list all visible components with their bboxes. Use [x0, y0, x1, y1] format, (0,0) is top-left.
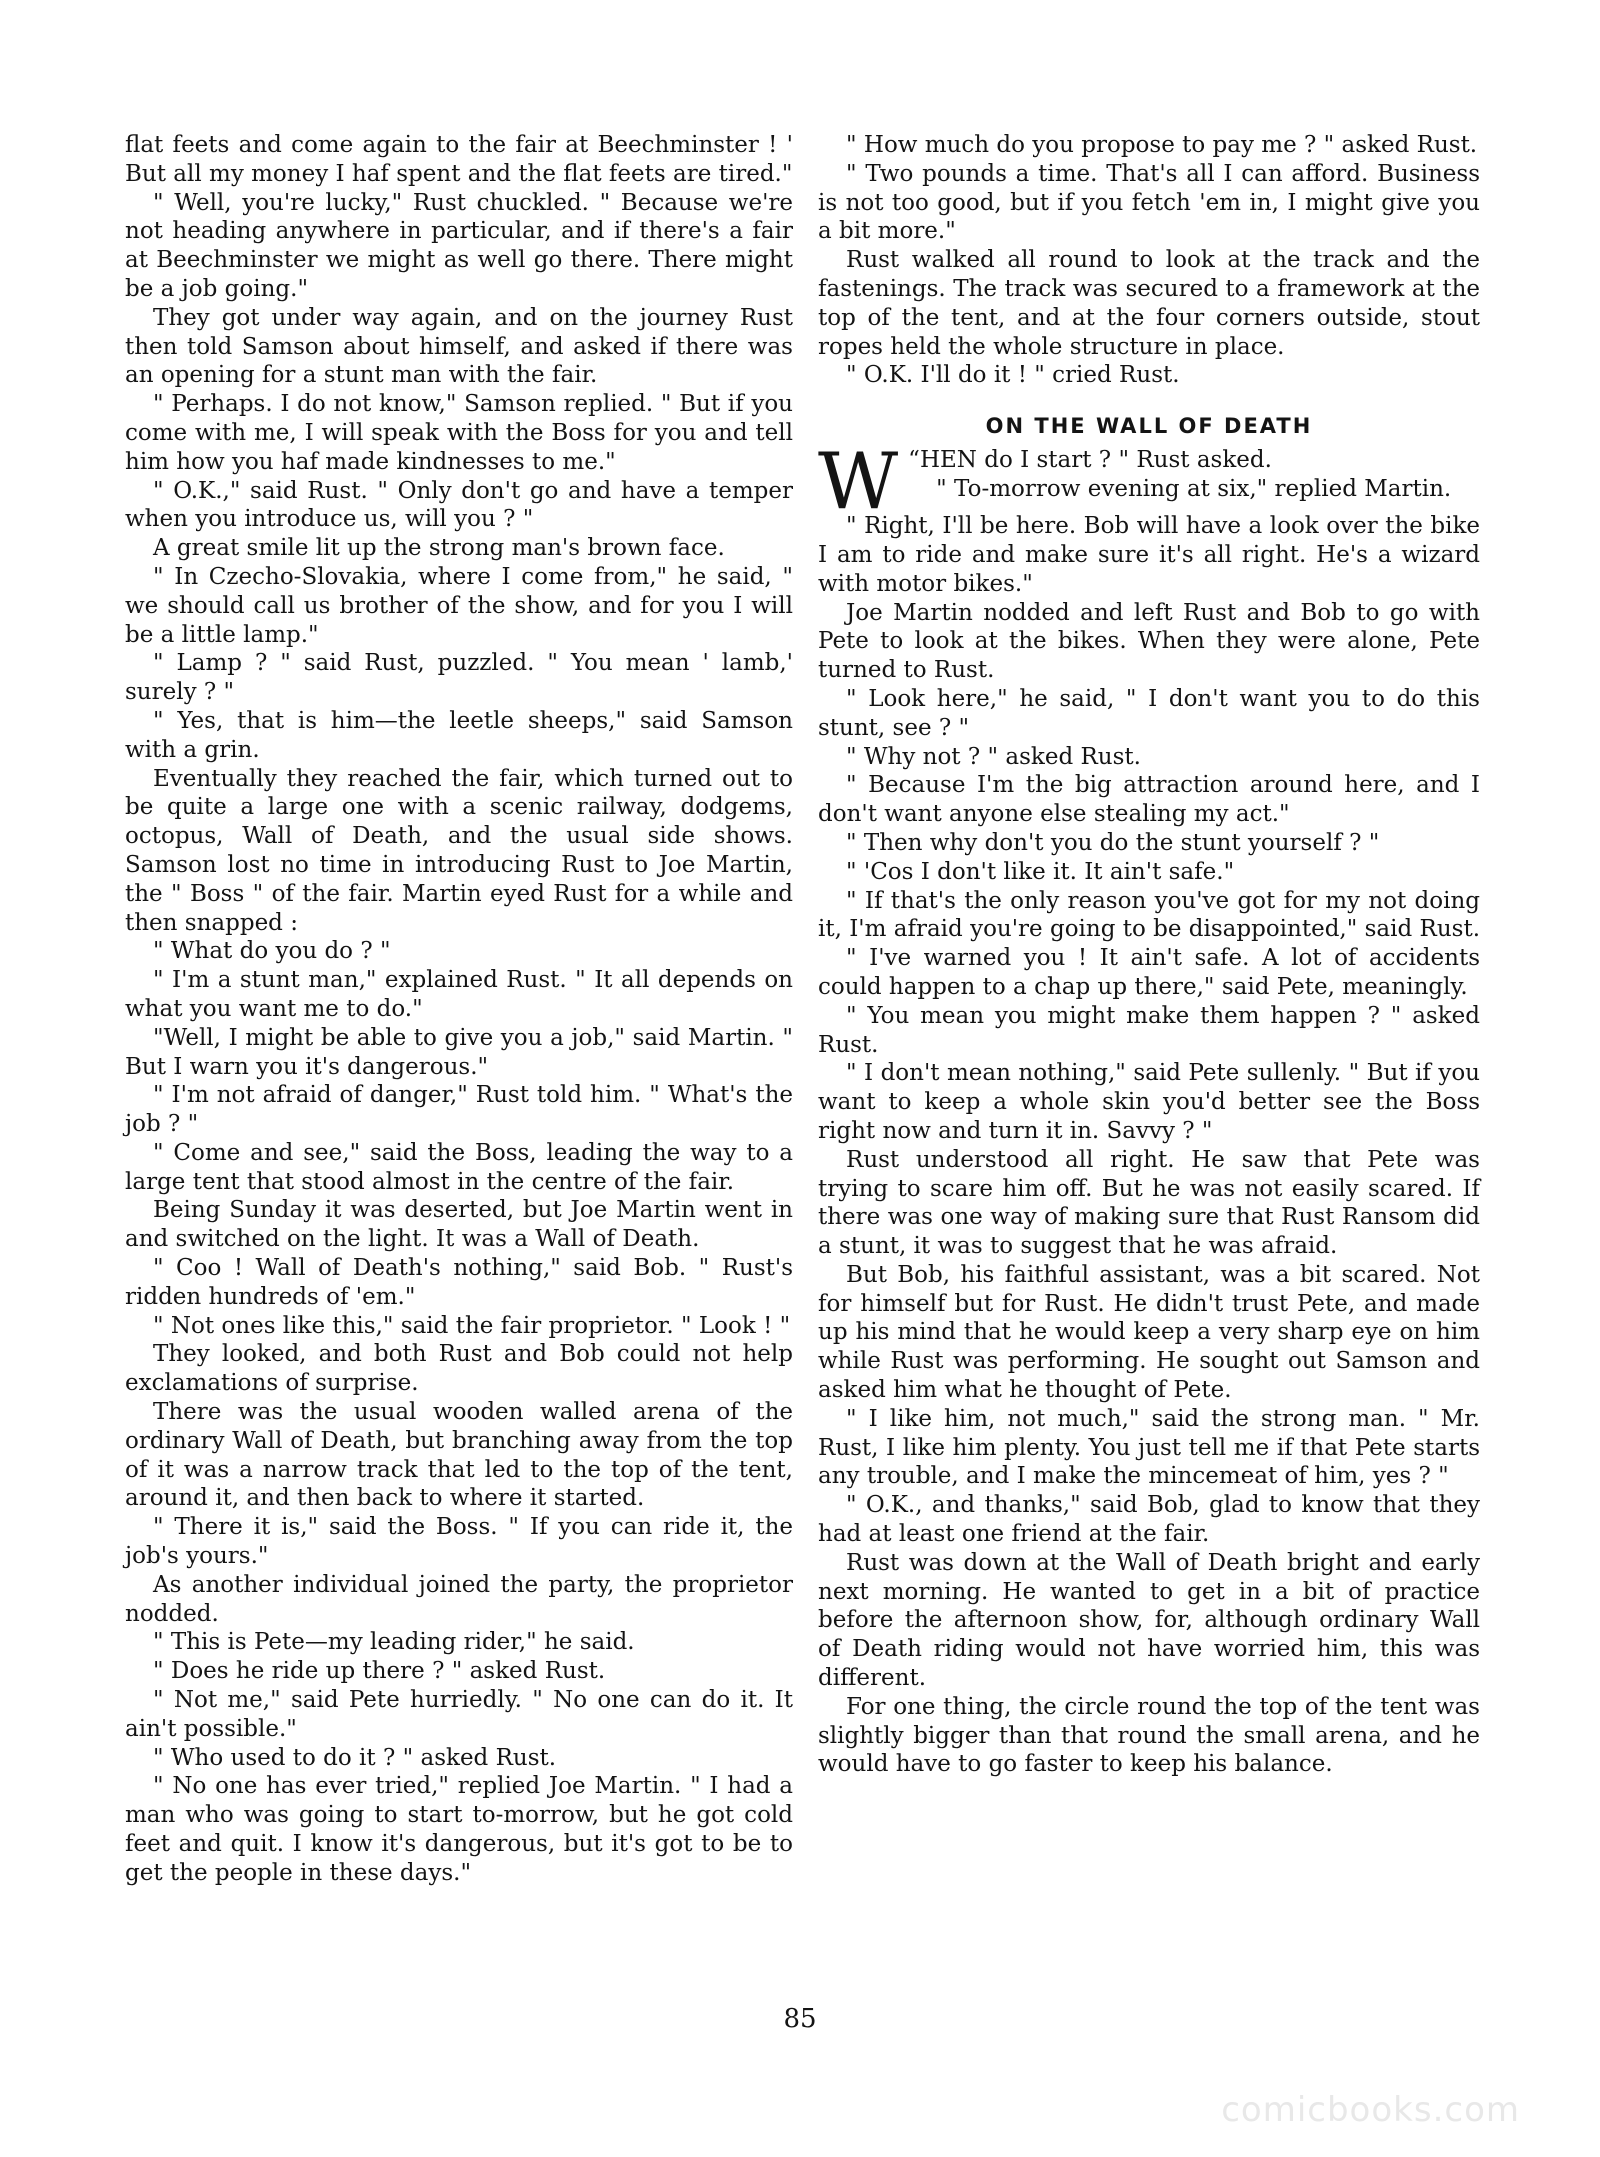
- right-column: [818, 131, 1480, 1779]
- paragraph: “HEN do I start ? " Rust asked.: [908, 447, 1272, 474]
- paragraph: A great smile lit up the strong man's brown face.: [153, 535, 725, 562]
- paragraph: " Who used to do it ? " asked Rust.: [153, 1744, 557, 1771]
- paragraph: " What do you do ? ": [153, 938, 391, 965]
- paragraph: They looked, and both Rust and Bob could not help exclamations of surprise.: [125, 1341, 793, 1397]
- paragraph: flat feets and come again to the fair at Beechminster ! ' But all my money I haf spent and the flat feets are tired.": [125, 132, 793, 187]
- paragraph: " I'm not afraid of danger," Rust told him. " What's the job ? ": [125, 1082, 793, 1138]
- paragraph: " Not me," said Pete hurriedly. " No one can do it. It ain't possible.": [125, 1687, 793, 1742]
- paragraph: There was the usual wooden walled arena of the ordinary Wall of Death, but branching away from the top of it was a narrow track that led to the top of the tent, around it, and then back to where it started.: [125, 1399, 793, 1512]
- paragraph: " Look here," he said, " I don't want you to do this stunt, see ? ": [818, 685, 1480, 741]
- paragraph: " Does he ride up there ? " asked Rust.: [153, 1658, 606, 1685]
- paragraph: Rust was down at the Wall of Death bright and early next morning. He wanted to get in a bit of practice before the afternoon show, for, although ordinary Wall of Death riding would not have worried him, this was different.: [818, 1549, 1480, 1692]
- paragraph: " To-morrow evening at six," replied Martin.: [936, 475, 1452, 502]
- paragraph: For one thing, the circle round the top of the tent was slightly bigger than that round the small arena, and he would have to go faster to keep his balance.: [818, 1693, 1480, 1778]
- paragraph: Joe Martin nodded and left Rust and Bob to go with Pete to look at the bikes. When they were alone, Pete turned to Rust.: [818, 599, 1480, 684]
- paragraph: " I've warned you ! It ain't safe. A lot of accidents could happen to a chap up there," said Pete, meaningly.: [818, 945, 1480, 1000]
- paragraph: " Not ones like this," said the fair proprietor. " Look ! ": [153, 1312, 791, 1339]
- paragraph: Rust understood all right. He saw that Pete was trying to scare him off. But he was not easily scared. If there was one way of making sure that Rust Ransom did a stunt, it was to suggest that he was afraid.: [818, 1146, 1480, 1260]
- paragraph: " In Czecho-Slovakia, where I come from," he said, " we should call us brother of the show, and for you I will be a little lamp.": [125, 563, 793, 648]
- paragraph: " O.K.," said Rust. " Only don't go and have a temper when you introduce us, will you ? ": [125, 477, 793, 533]
- paragraph: " How much do you propose to pay me ? " asked Rust.: [846, 132, 1478, 158]
- paragraph: " Right, I'll be here. Bob will have a look over the bike I am to ride and make sure it's all right. He's a wizard with motor bikes.": [818, 513, 1480, 597]
- paragraph: " 'Cos I don't like it. It ain't safe.": [846, 858, 1235, 885]
- paragraph: " This is Pete—my leading rider," he said.: [153, 1629, 635, 1656]
- paragraph: They got under way again, and on the journey Rust then told Samson about himself, and asked if there was an opening for a stunt man with the fair.: [125, 304, 793, 389]
- paragraph: "Well, I might be able to give you a job," said Martin. " But I warn you it's dangerous.": [125, 1024, 793, 1080]
- paragraph: " There it is," said the Boss. " If you can ride it, the job's yours.": [125, 1514, 793, 1570]
- paragraph: Being Sunday it was deserted, but Joe Martin went in and switched on the light. It was a Wall of Death.: [125, 1197, 793, 1253]
- paragraph: " Perhaps. I do not know," Samson replied. " But if you come with me, I will speak with the Boss for you and tell him how you haf made kindnesses to me.": [125, 391, 793, 475]
- section-heading: ON THE WALL OF DEATH: [985, 414, 1313, 439]
- paragraph: " If that's the only reason you've got for my not doing it, I'm afraid you're going to be disappointed," said Rust.: [818, 887, 1481, 943]
- paragraph: " Then why don't you do the stunt yourself ? ": [846, 829, 1380, 856]
- paragraph: " I like him, not much," said the strong man. " Mr. Rust, I like him plenty. You just tell me if that Pete starts any trouble, and I make the mincemeat of him, yes ? ": [818, 1405, 1480, 1490]
- paragraph: " Two pounds a time. That's all I can afford. Business is not too good, but if you fetch 'em in, I might give you a bit more.": [818, 160, 1480, 245]
- paragraph: " You mean you might make them happen ? " asked Rust.: [818, 1002, 1480, 1058]
- paragraph: " I'm a stunt man," explained Rust. " It all depends on what you want me to do.": [125, 967, 793, 1022]
- paragraph: As another individual joined the party, the proprietor nodded.: [125, 1571, 793, 1627]
- paragraph: But Bob, his faithful assistant, was a bit scared. Not for himself but for Rust. He didn't trust Pete, and made up his mind that he would keep a very sharp eye on him while Rust was performing. He sought out Samson and asked him what he thought of Pete.: [818, 1261, 1480, 1404]
- paragraph: Rust walked all round to look at the track and the fastenings. The track was secured to a framework at the top of the tent, and at the four corners outside, stout ropes held the whole structure in place.: [818, 247, 1480, 360]
- drop-cap: W: [818, 437, 899, 528]
- left-column: [125, 131, 793, 1888]
- page-number: 85: [783, 2004, 817, 2034]
- paragraph: " I don't mean nothing," said Pete sullenly. " But if you want to keep a whole skin you'd better see the Boss right now and turn it in. Savvy ? ": [818, 1060, 1480, 1144]
- paragraph: " No one has ever tried," replied Joe Martin. " I had a man who was going to start to-morrow, but he got cold feet and quit. I know it's dangerous, but it's got to be to get the people in these days.": [125, 1773, 793, 1886]
- paragraph: Eventually they reached the fair, which turned out to be quite a large one with a scenic railway, dodgems, octopus, Wall of Death, and the usual side shows. Samson lost no time in introducing Rust to Joe Martin, the " Boss " of the fair. Martin eyed Rust for a while and then snapped :: [125, 765, 793, 936]
- paragraph: " Because I'm the big attraction around here, and I don't want anyone else stealing my act.": [818, 772, 1480, 828]
- watermark: comicbooks.com: [1221, 2090, 1520, 2130]
- paragraph: " Well, you're lucky," Rust chuckled. " Because we're not heading anywhere in particular, and if there's a fair at Beechminster we might as well go there. There might be a job going.": [125, 189, 793, 302]
- paragraph: " O.K. I'll do it ! " cried Rust.: [846, 362, 1180, 389]
- paragraph: " Coo ! Wall of Death's nothing," said Bob. " Rust's ridden hundreds of 'em.": [125, 1255, 793, 1310]
- paragraph: " Come and see," said the Boss, leading the way to a large tent that stood almost in the centre of the fair.: [125, 1139, 793, 1195]
- paragraph: " Lamp ? " said Rust, puzzled. " You mean ' lamb,' surely ? ": [125, 650, 793, 706]
- opening-text: HEN do I start ? " Rust asked.: [919, 447, 1272, 474]
- opening-paragraph: [818, 437, 1480, 528]
- paragraph: " O.K., and thanks," said Bob, glad to know that they had at least one friend at the fair.: [818, 1492, 1480, 1548]
- paragraph: " Why not ? " asked Rust.: [846, 743, 1141, 770]
- paragraph: " Yes, that is him—the leetle sheeps," said Samson with a grin.: [125, 707, 793, 763]
